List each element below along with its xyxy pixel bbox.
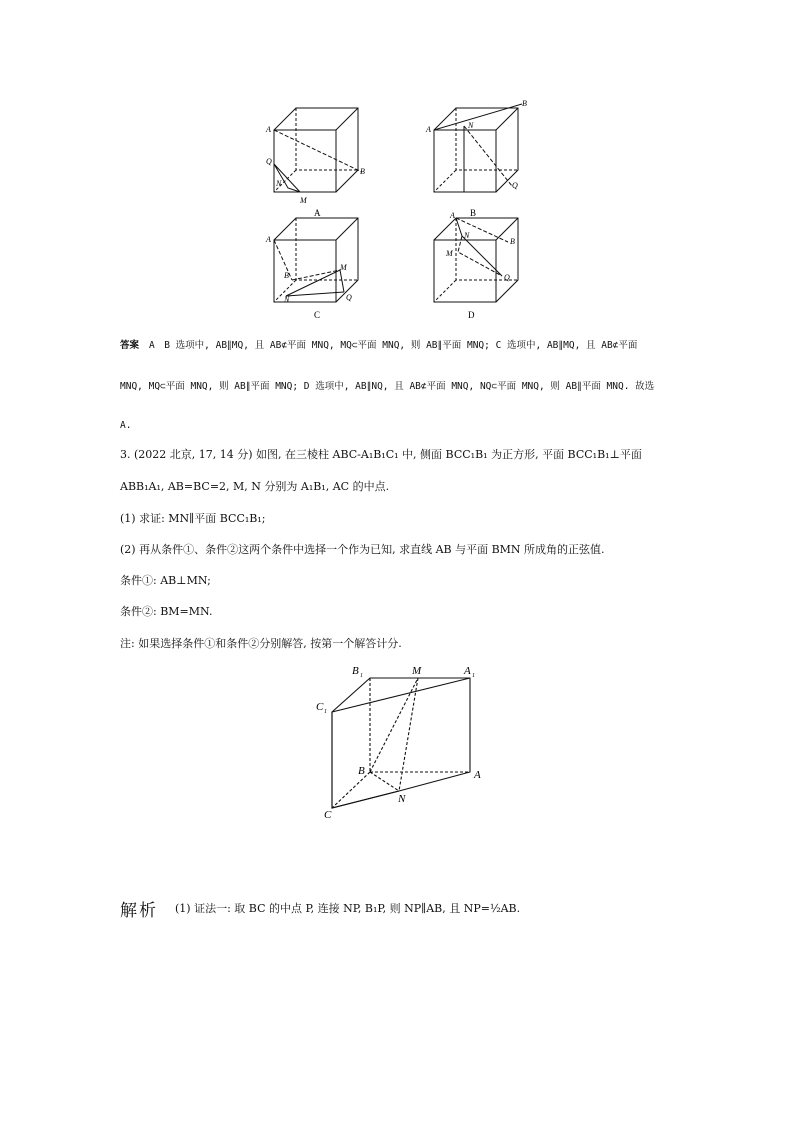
problem-line-1: 3. (2022 北京, 17, 14 分) 如图, 在三棱柱 ABC-A₁B₁C₁ 中, 侧面 BCC₁B₁ 为正方形, 平面 BCC₁B₁⊥平面 (120, 448, 642, 461)
fig-a-label-a: A (266, 125, 271, 134)
prism-label-c: C (324, 809, 332, 821)
solution-label: 解析 (120, 901, 158, 921)
answer-line-2: MNQ, MQ⊂平面 MNQ, 则 AB∥平面 MNQ; D 选项中, AB∥NQ, 且 AB⊄平面 MNQ, NQ⊂平面 MNQ, 则 AB∥平面 MNQ. 故选 (120, 381, 655, 392)
prism-label-b1: B (352, 665, 359, 677)
fig-b-label-a: A (426, 125, 431, 134)
fig-c-caption: C (314, 310, 321, 320)
prism-label-b1-sub: 1 (360, 673, 363, 679)
fig-a-label-b: B (360, 167, 365, 176)
fig-c-label-q: Q (346, 293, 352, 302)
figure-c (260, 212, 380, 330)
problem-part-2: (2) 再从条件①、条件②这两个条件中选择一个作为已知, 求直线 AB 与平面 BMN 所成角的正弦值. (120, 543, 605, 556)
prism-figure (310, 660, 490, 822)
fig-b-label-n: N (468, 121, 474, 130)
fig-c-label-n: N (284, 295, 290, 304)
answer-line-3: A. (120, 420, 132, 431)
prism-label-b: B (358, 765, 365, 777)
fig-a-caption: A (314, 208, 321, 218)
fig-b-label-q: Q (512, 181, 518, 190)
prism-label-a: A (474, 769, 481, 781)
prism-label-m: M (412, 665, 422, 677)
solution-text: (1) 证法一: 取 BC 的中点 P, 连接 NP, B₁P, 则 NP∥AB, 且 NP=½AB. (175, 902, 521, 915)
problem-line-2: ABB₁A₁, AB=BC=2, M, N 分别为 A₁B₁, AC 的中点. (120, 480, 390, 493)
fig-a-label-n: N (276, 179, 282, 188)
fig-a-label-m: M (300, 196, 307, 205)
condition-1: 条件①: AB⊥MN; (120, 574, 211, 587)
fig-c-label-b: B (284, 271, 289, 280)
prism-label-c1: C (316, 701, 324, 713)
prism-label-c1-sub: 1 (324, 709, 327, 715)
condition-2: 条件②: BM=MN. (120, 605, 213, 618)
figure-d (420, 210, 540, 326)
prism-label-a1-sub: 1 (472, 673, 475, 679)
fig-b-label-b: B (522, 99, 527, 108)
figure-a (260, 100, 380, 220)
problem-part-1: (1) 求证: MN∥平面 BCC₁B₁; (120, 512, 266, 525)
fig-d-label-m: M (446, 249, 453, 258)
fig-d-label-q: Q (504, 273, 510, 282)
fig-d-caption: D (468, 310, 475, 320)
fig-b-caption: B (470, 208, 477, 218)
prism-label-a1: A (464, 665, 471, 677)
answer-label: 答案 (120, 340, 140, 351)
fig-a-label-q: Q (266, 157, 272, 166)
fig-c-label-a: A (266, 235, 271, 244)
answer-line-1: 答案 A B 选项中, AB∥MQ, 且 AB⊄平面 MNQ, MQ⊂平面 MNQ, 则 AB∥平面 MNQ; C 选项中, AB∥MQ, 且 AB⊄平面 (120, 340, 638, 351)
fig-d-label-b: B (510, 237, 515, 246)
prism-label-n: N (398, 793, 406, 805)
fig-c-label-m: M (340, 263, 347, 272)
problem-note: 注: 如果选择条件①和条件②分别解答, 按第一个解答计分. (120, 637, 402, 650)
fig-d-label-a: A (450, 211, 455, 220)
fig-d-label-n: N (464, 231, 470, 240)
figure-b (420, 98, 540, 220)
